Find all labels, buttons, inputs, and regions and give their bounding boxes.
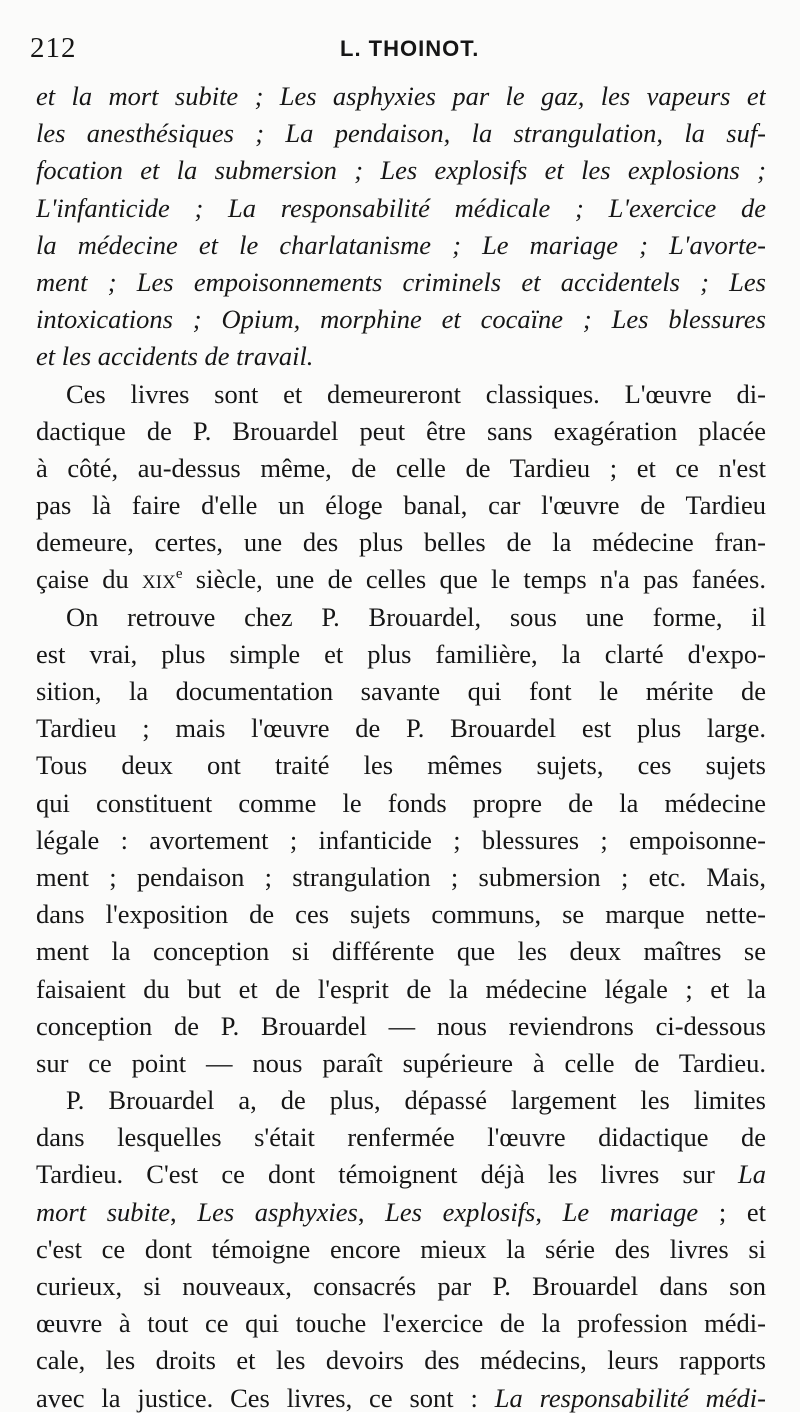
century-numeral: xix [142,564,176,595]
text-line: c'est ce dont témoigne encore mieux la série des livres si [36,1233,766,1264]
text-line: qui constituent comme le fonds propre de la médecine [36,787,766,818]
text-line: légale : avortement ; infanticide ; blessures ; empoisonne- [36,824,766,855]
book-title: La [738,1159,766,1190]
text-line: est vrai, plus simple et plus familière, la clarté d'expo- [36,638,766,669]
text-segment: siècle, une de celles que le temps n'a pas fanées. [182,564,766,595]
text-line: dactique de P. Brouardel peut être sans exagération placée [36,415,766,446]
text-line: focation et la submersion ; Les explosifs et les explosions ; [36,155,766,186]
text-line: ment ; Les empoisonnements criminels et accidentels ; Les [36,266,766,297]
text-line: Tous deux ont traité les mêmes sujets, ces sujets [36,750,766,781]
text-line: et les accidents de travail. [36,341,314,372]
body-text [36,78,766,1417]
page-number: 212 [30,32,77,64]
text-line: cale, les droits et les devoirs des médecins, leurs rapports [36,1345,766,1376]
paragraph-start: Ces livres sont et demeureront classiques. L'œuvre di- [66,378,766,409]
book-title: mort subite [36,1196,171,1227]
text-line: dans l'exposition de ces sujets communs, se marque nette- [36,899,766,930]
text-segment: , [535,1196,563,1227]
text-line: ment ; pendaison ; strangulation ; submersion ; etc. Mais, [36,861,766,892]
book-title: Le mariage [562,1196,699,1227]
running-head: L. THOINOT. [340,36,480,61]
text-line: curieux, si nouveaux, consacrés par P. Brouardel dans son [36,1271,766,1301]
text-line: ment la conception si différente que les deux maîtres se [36,936,766,967]
text-line: pas là faire d'elle un éloge banal, car l'œuvre de Tardieu [36,490,766,521]
page-header [30,32,770,72]
text-line: et la mort subite ; Les asphyxies par le gaz, les vapeurs et [36,81,766,111]
text-line: L'infanticide ; La responsabilité médicale ; L'exercice de [36,192,766,223]
text-line: intoxications ; Opium, morphine et cocaïne ; Les blessures [36,304,766,335]
text-line: sition, la documentation savante qui font le mérite de [36,676,766,706]
text-line: demeure, certes, une des plus belles de la médecine fran- [36,527,766,558]
text-line: faisaient du but et de l'esprit de la médecine légale ; et la [36,973,766,1004]
paragraph-start: On retrouve chez P. Brouardel, sous une forme, il [66,601,766,632]
text-line [36,561,766,598]
text-segment: ; et [698,1196,766,1227]
book-title: La responsabilité médi- [494,1382,766,1413]
text-line [36,1194,766,1231]
text-segment: çaise du [36,564,143,595]
text-line: les anesthésiques ; La pendaison, la strangulation, la suf- [36,118,766,149]
text-segment: , [357,1196,386,1227]
text-line: œuvre à tout ce qui touche l'exercice de la profession médi- [36,1308,766,1339]
text-segment: Tardieu. C'est ce dont témoignent déjà les livres sur [36,1159,738,1190]
book-title: Les asphyxies [197,1196,358,1227]
text-segment: , [170,1196,198,1227]
text-line: à côté, au-dessus même, de celle de Tardieu ; et ce n'est [36,452,766,483]
book-title: Les explosifs [385,1196,536,1227]
text-line [36,1156,766,1193]
text-line: sur ce point — nous paraît supérieure à celle de Tardieu. [36,1047,766,1078]
paragraph-start: P. Brouardel a, de plus, dépassé largement les limites [66,1085,766,1116]
text-line: la médecine et le charlatanisme ; Le mariage ; L'avorte- [36,229,766,260]
text-segment: avec la justice. Ces livres, ce sont : [36,1382,495,1413]
text-line: Tardieu ; mais l'œuvre de P. Brouardel est plus large. [36,713,766,744]
text-line: conception de P. Brouardel — nous reviendrons ci-dessous [36,1010,766,1041]
text-line: dans lesquelles s'était renfermée l'œuvre didactique de [36,1122,766,1153]
superscript: e [175,566,183,583]
text-line [36,1380,766,1417]
